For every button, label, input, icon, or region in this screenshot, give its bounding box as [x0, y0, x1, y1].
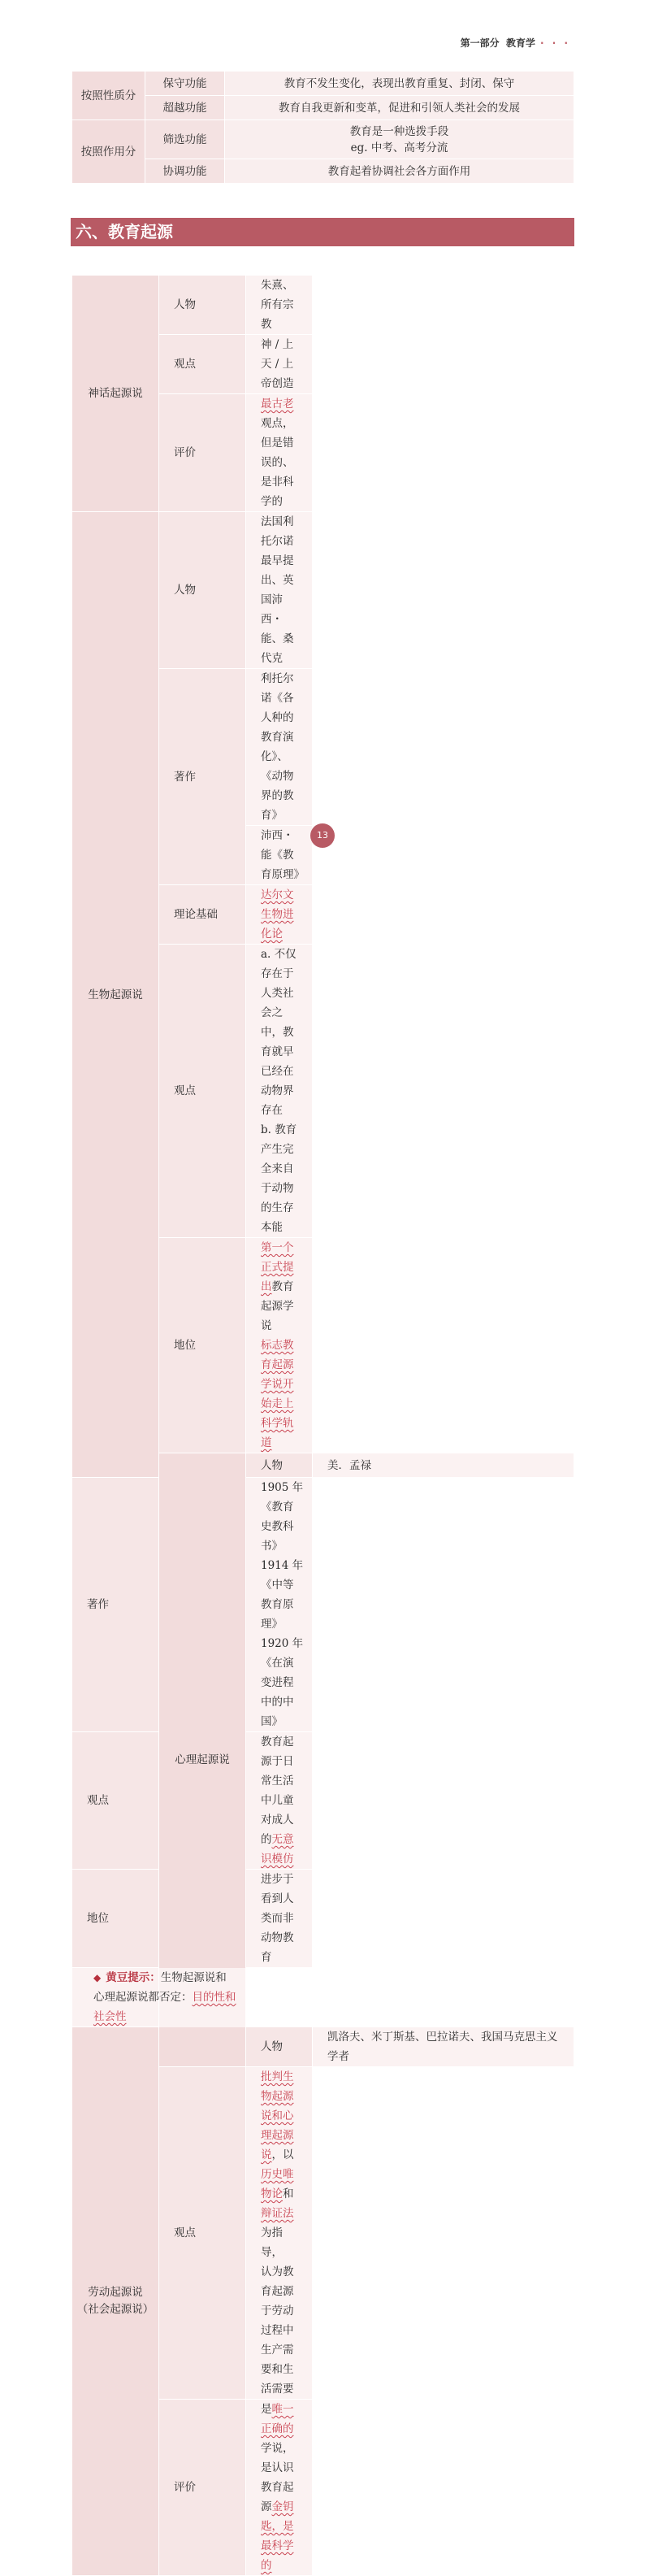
- function-desc: 教育起着协调社会各方面作用: [225, 159, 574, 184]
- function-name: 超越功能: [145, 96, 225, 120]
- attr-value: [246, 2067, 313, 2400]
- attr-value: 利托尔诺《各人种的教育演化》、《动物界的教育》: [246, 669, 313, 826]
- text: 生物起源说和心理起源说都否定：: [93, 1971, 227, 2004]
- attr-label: 人物: [159, 512, 246, 669]
- header-section: 第一部分: [460, 37, 500, 49]
- attr-value: [246, 1732, 313, 1870]
- page-number: 13: [310, 823, 335, 848]
- attr-value: 朱熹、所有宗教: [246, 276, 313, 335]
- work-line: 1914 年《中等教育原理》: [261, 1559, 304, 1631]
- highlight-text: 目的性和社会性: [93, 1991, 236, 2023]
- theory-psych: 心理起源说: [159, 1453, 246, 2067]
- highlight-text: 唯一正确的: [261, 2403, 294, 2435]
- attr-label: 观点: [72, 1732, 159, 1870]
- attr-value: [246, 2400, 313, 2576]
- function-name: 协调功能: [145, 159, 225, 184]
- header-dots: · · ·: [539, 37, 570, 49]
- attr-value: [246, 945, 313, 1238]
- function-desc: [225, 120, 574, 159]
- view-line: 认为教育起源于劳动过程中生产需要和生活需要: [261, 2265, 294, 2396]
- attr-label: 人物: [159, 276, 246, 335]
- attr-value: 美．孟禄: [313, 1453, 574, 1478]
- attr-value: [246, 394, 313, 512]
- education-origin-table: [71, 275, 574, 2576]
- education-functions-table: [71, 71, 574, 184]
- text: 为指导，: [261, 2226, 283, 2259]
- tip-label: 黄豆提示：: [106, 1971, 161, 1984]
- highlight-text: 最古老: [261, 397, 294, 411]
- status-line: [261, 1336, 304, 1453]
- attr-value: [246, 1478, 313, 1732]
- attr-value: 进步于看到人类而非动物教育: [246, 1870, 313, 1968]
- function-name: 保守功能: [145, 72, 225, 96]
- attr-value: [246, 885, 313, 945]
- highlight-text: 金钥匙，是最科学的: [261, 2500, 294, 2572]
- function-desc-line: 教育是一种选拨手段: [349, 124, 449, 138]
- function-name: 筛选功能: [145, 120, 225, 159]
- attr-label: 著作: [72, 1478, 159, 1732]
- text: 是: [261, 2403, 272, 2416]
- highlight-text: 辩证法: [261, 2207, 294, 2220]
- attr-value: [246, 1238, 313, 1453]
- text: 观点，但是错误的、是非科学的: [261, 417, 294, 508]
- theory-bio: 生物起源说: [72, 512, 159, 1478]
- tip-note: [72, 1968, 246, 2027]
- page-header: [461, 36, 570, 50]
- attr-label: 评价: [159, 2400, 246, 2576]
- theory-labor-alt: （社会起源说）: [76, 2303, 154, 2316]
- attr-value: 法国利托尔诺最早提出、英国沛西・能、桑代克: [246, 512, 313, 669]
- attr-value: 沛西・能《教育原理》: [246, 826, 313, 885]
- attr-label: 观点: [159, 335, 246, 394]
- highlight-text: 标志教育起源学说开始走上科学轨道: [261, 1339, 294, 1449]
- attr-label: 人物: [246, 1453, 313, 1478]
- work-line: 1905 年《教育史教科书》: [261, 1481, 304, 1553]
- status-line: [261, 1238, 304, 1336]
- text: 教育起源于日常生活中儿童对成人的: [261, 1735, 294, 1846]
- attr-value: 神 / 上天 / 上帝创造: [246, 335, 313, 394]
- attr-label: 地位: [72, 1870, 159, 1968]
- text: ，以: [271, 2148, 294, 2161]
- attr-label: 地位: [159, 1238, 246, 1453]
- view-line: a. 不仅存在于人类社会之中，教育就早已经在动物界存在: [261, 948, 297, 1117]
- highlight-text: 无意识模仿: [261, 1833, 294, 1866]
- view-line: [261, 2067, 304, 2262]
- attr-label: 观点: [159, 2067, 246, 2400]
- diamond-icon: ◆: [93, 1972, 102, 1983]
- view-line: b. 教育产生完全来自于动物的生存本能: [261, 1123, 297, 1234]
- function-desc-line: eg. 中考、高考分流: [350, 141, 448, 154]
- function-desc: 教育不发生变化，表现出教育重复、封闭、保守: [225, 72, 574, 96]
- section-title: 六、教育起源: [71, 218, 574, 246]
- attr-label: 观点: [159, 945, 246, 1238]
- category-cell: 按照作用分: [72, 120, 145, 184]
- attr-label: 著作: [159, 669, 246, 885]
- attr-label: 评价: [159, 394, 246, 512]
- attr-value: 凯洛夫、米丁斯基、巴拉诺夫、我国马克思主义学者: [313, 2027, 574, 2067]
- text: 学说，是认识教育起源: [261, 2442, 294, 2513]
- theory-myth: 神话起源说: [72, 276, 159, 512]
- highlight-text: 第一个正式提出: [261, 1241, 294, 1293]
- highlight-text: 达尔文生物进化论: [261, 888, 294, 940]
- highlight-text: 批判生物起源说和心理起源说: [261, 2070, 294, 2161]
- theory-labor-name: 劳动起源说: [88, 2286, 143, 2299]
- theory-labor: [72, 2027, 159, 2576]
- category-cell: 按照性质分: [72, 72, 145, 120]
- text: 教育起源学说: [261, 1280, 294, 1332]
- attr-label: 人物: [246, 2027, 313, 2067]
- highlight-text: 历史唯物论: [261, 2168, 294, 2200]
- text: 和: [283, 2187, 294, 2200]
- header-subject: 教育学: [505, 37, 535, 49]
- attr-label: 理论基础: [159, 885, 246, 945]
- work-line: 1920 年《在演变进程中的中国》: [261, 1637, 304, 1728]
- function-desc: 教育自我更新和变革，促进和引领人类社会的发展: [225, 96, 574, 120]
